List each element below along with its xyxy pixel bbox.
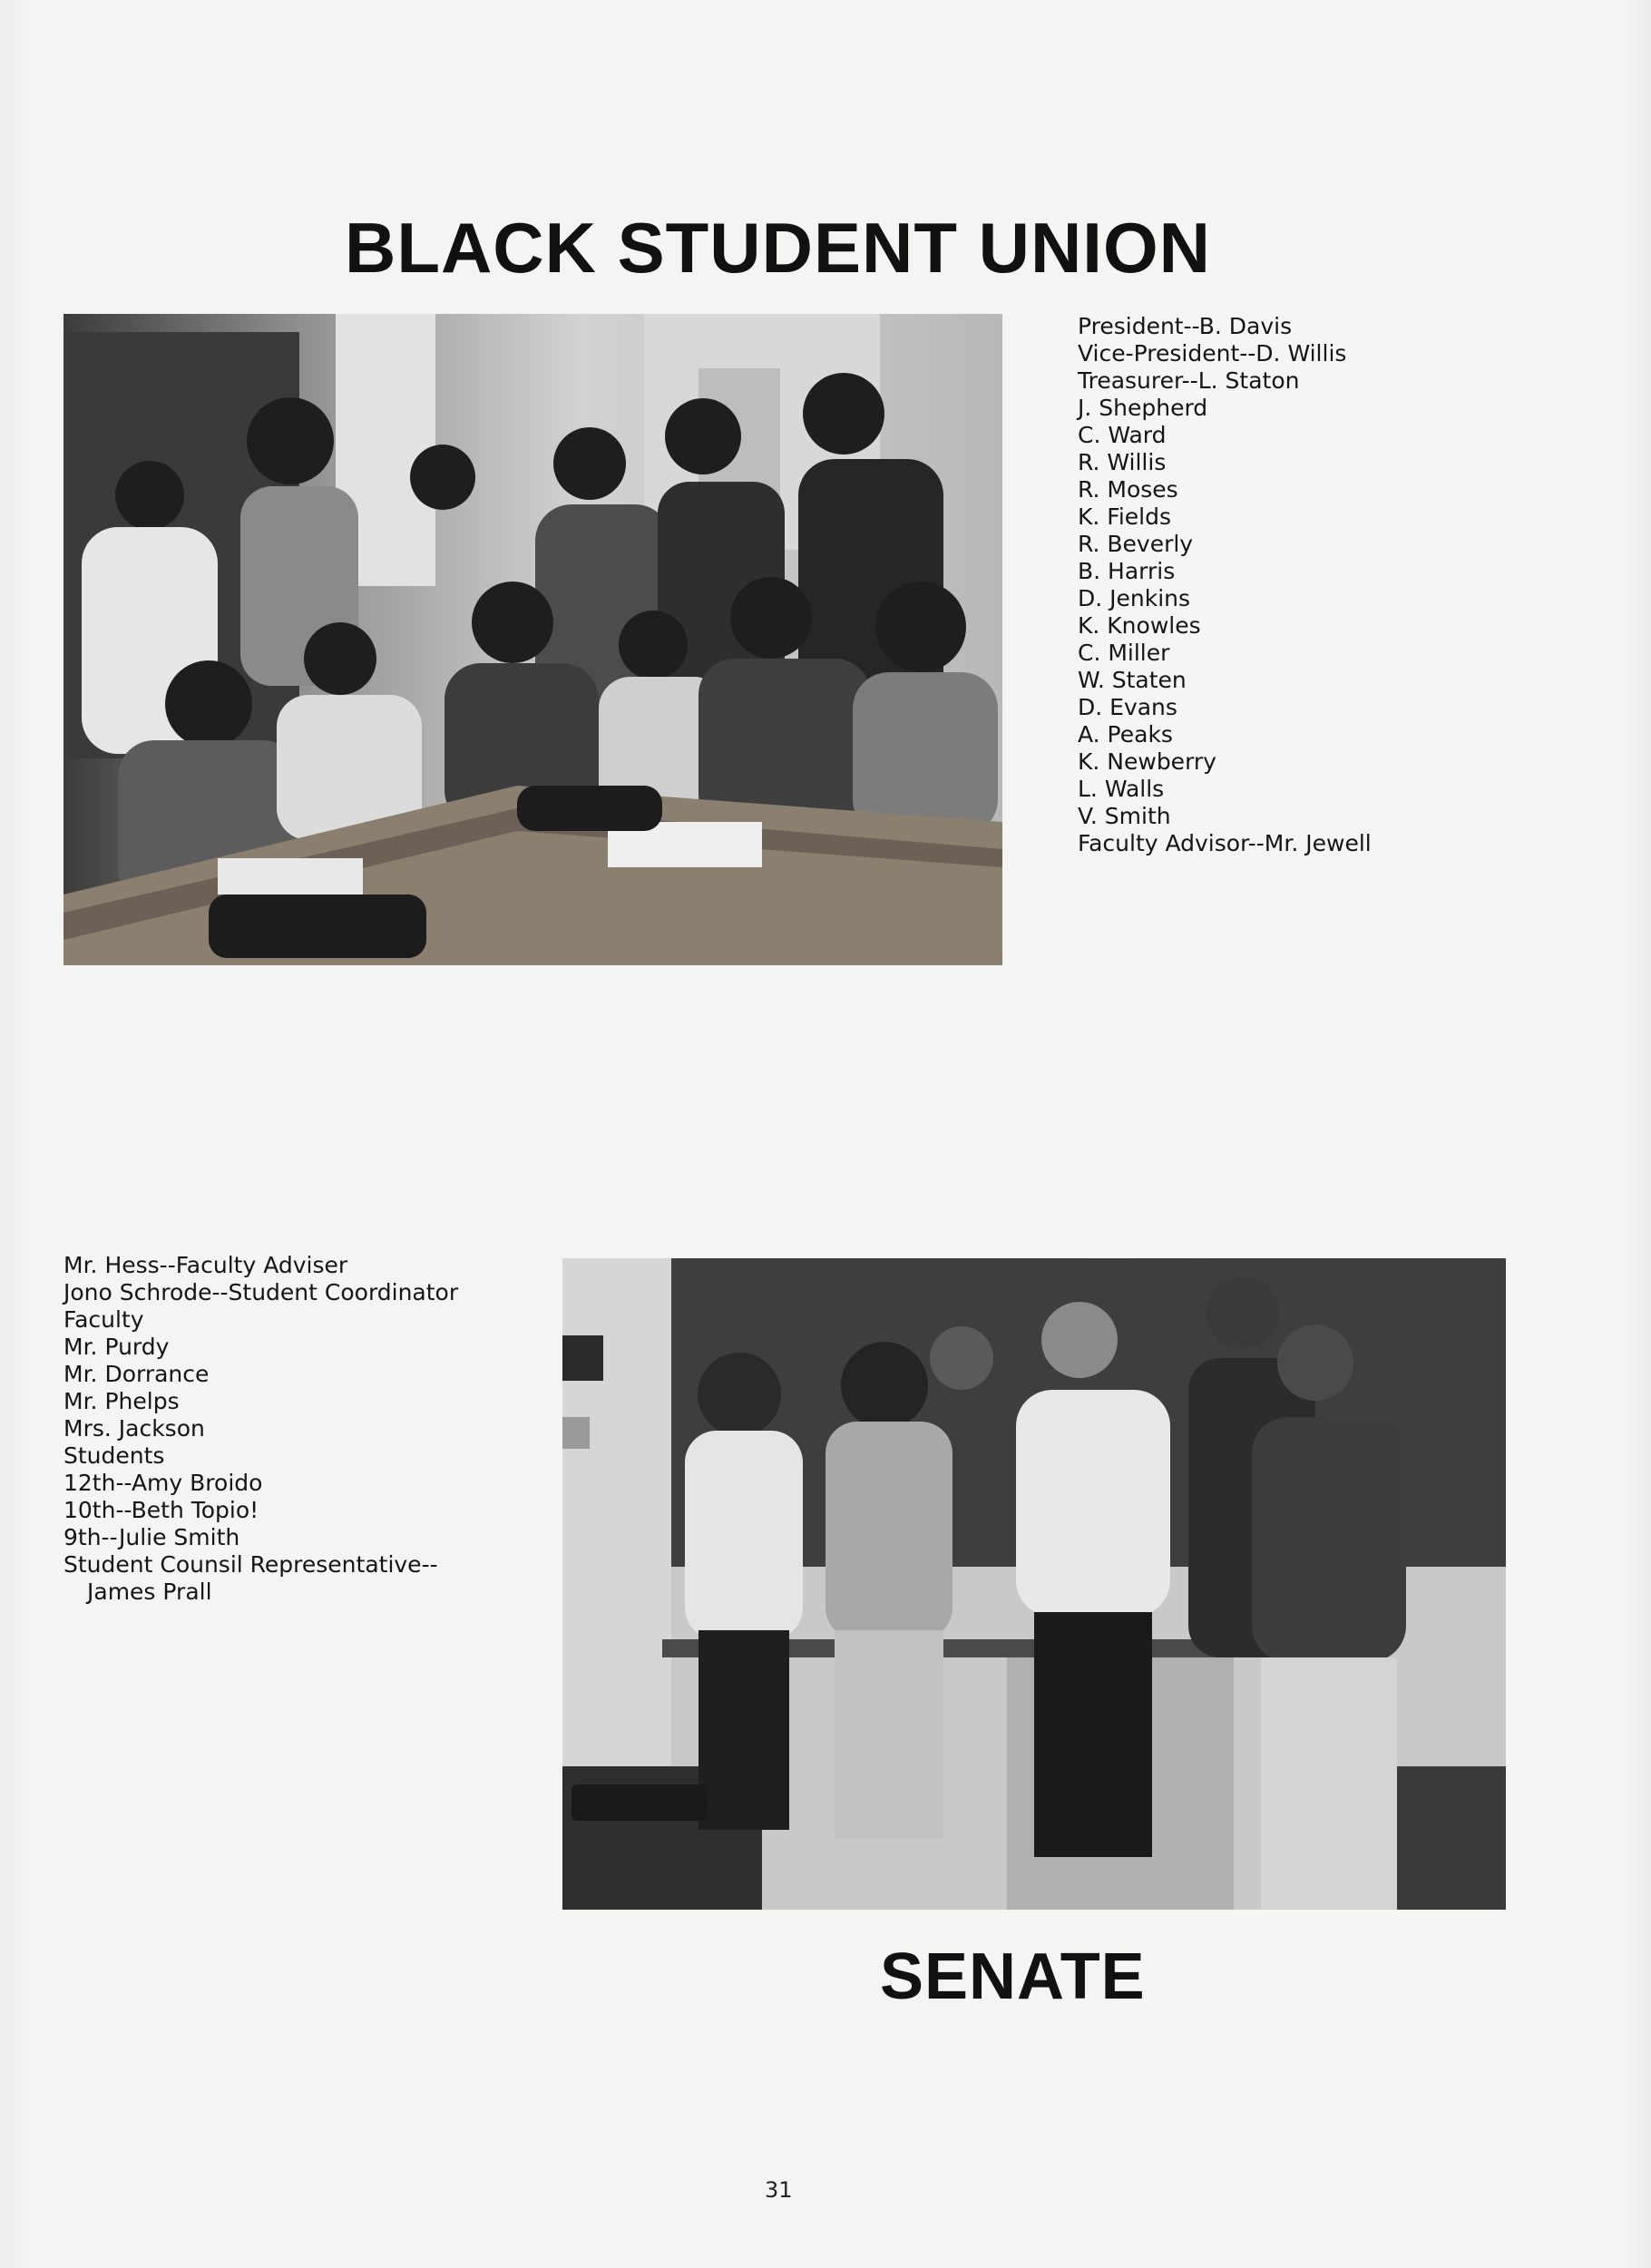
bsu-title: BLACK STUDENT UNION xyxy=(345,208,1211,288)
senate-roster-item: Mr. Dorrance xyxy=(64,1361,210,1387)
senate-roster-item: Jono Schrode--Student Coordinator xyxy=(64,1279,459,1305)
senate-roster-item: 10th--Beth Topio! xyxy=(64,1497,259,1523)
senate-title: SENATE xyxy=(880,1941,1146,2013)
bsu-roster-item: D. Jenkins xyxy=(1078,585,1191,611)
bsu-roster-item: D. Evans xyxy=(1078,694,1177,720)
senate-roster-item: Student Counsil Representative-- xyxy=(64,1551,438,1578)
bsu-group-photo xyxy=(64,314,1002,965)
bsu-roster-item: C. Ward xyxy=(1078,422,1167,448)
bsu-roster-item: Treasurer--L. Staton xyxy=(1078,367,1300,394)
bsu-roster-item: V. Smith xyxy=(1078,803,1171,829)
bsu-roster-item: R. Beverly xyxy=(1078,531,1194,557)
bsu-roster-item: K. Knowles xyxy=(1078,612,1201,639)
bsu-roster-item: C. Miller xyxy=(1078,640,1170,666)
bsu-roster-item: K. Newberry xyxy=(1078,748,1216,775)
senate-roster-item: Mr. Purdy xyxy=(64,1334,170,1360)
bsu-roster-item: W. Staten xyxy=(1078,667,1187,693)
senate-photo-image xyxy=(562,1258,1506,1910)
bsu-roster-item: K. Fields xyxy=(1078,503,1172,530)
senate-roster xyxy=(64,1252,458,1606)
bsu-roster xyxy=(1078,313,1372,857)
senate-roster-item: James Prall xyxy=(87,1579,212,1605)
bsu-photo-image xyxy=(64,314,1002,965)
bsu-roster-item: R. Moses xyxy=(1078,476,1178,503)
bsu-roster-item: A. Peaks xyxy=(1078,721,1173,748)
bsu-roster-item: Vice-President--D. Willis xyxy=(1078,340,1347,367)
senate-roster-item: Faculty xyxy=(64,1306,144,1333)
senate-roster-item: 9th--Julie Smith xyxy=(64,1524,240,1550)
senate-roster-item: Mrs. Jackson xyxy=(64,1415,205,1442)
bsu-roster-item: R. Willis xyxy=(1078,449,1167,475)
senate-roster-item: Students xyxy=(64,1442,165,1469)
bsu-roster-item: B. Harris xyxy=(1078,558,1176,584)
senate-roster-item: Mr. Hess--Faculty Adviser xyxy=(64,1252,348,1278)
bsu-roster-item: Faculty Advisor--Mr. Jewell xyxy=(1078,830,1372,856)
senate-roster-item: 12th--Amy Broido xyxy=(64,1470,263,1496)
bsu-roster-item: J. Shepherd xyxy=(1078,395,1208,421)
bsu-roster-item: President--B. Davis xyxy=(1078,313,1293,339)
page-number: 31 xyxy=(765,2177,793,2203)
bsu-roster-item: L. Walls xyxy=(1078,776,1165,802)
senate-roster-item: Mr. Phelps xyxy=(64,1388,180,1414)
senate-group-photo xyxy=(562,1258,1506,1910)
